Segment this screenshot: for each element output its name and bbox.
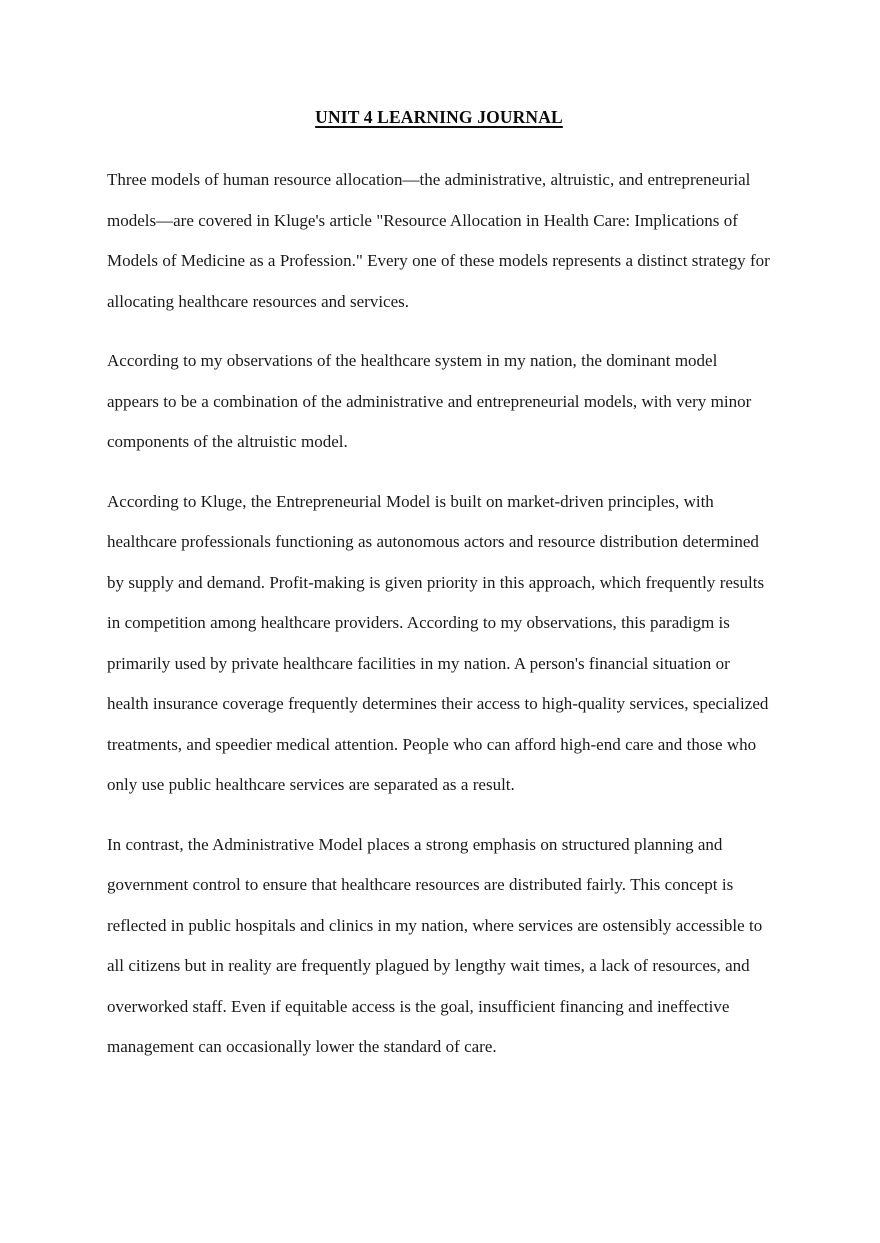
body-text-container bbox=[107, 160, 771, 1068]
page-title bbox=[107, 104, 771, 130]
paragraph: According to my observations of the healthcare system in my nation, the dominant model appears to be a combination of the administrative and entrepreneurial models, with very minor components of the altruistic model. bbox=[107, 351, 752, 451]
paragraph: Three models of human resource allocation—the administrative, altruistic, and entrepreneurial models—are covered in Kluge's article "Resource Allocation in Health Care: Implications of Models of Medicine as a Profession." Every one of these models represents a distinct strategy for allocating healthcare resources and services. bbox=[107, 170, 770, 311]
paragraph: According to Kluge, the Entrepreneurial Model is built on market-driven principles, with healthcare professionals functioning as autonomous actors and resource distribution determined by supply and demand. Profit-making is given priority in this approach, which frequently results in competition among healthcare providers. According to my observations, this paradigm is primarily used by private healthcare facilities in my nation. A person's financial situation or health insurance coverage frequently determines their access to high-quality services, specialized treatments, and speedier medical attention. People who can afford high-end care and those who only use public healthcare services are separated as a result. bbox=[107, 491, 769, 794]
paragraph: In contrast, the Administrative Model places a strong emphasis on structured planning and government control to ensure that healthcare resources are distributed fairly. This concept is reflected in public hospitals and clinics in my nation, where services are ostensibly accessible to all citizens but in reality are frequently plagued by lengthy wait times, a lack of resources, and overworked staff. Even if equitable access is the goal, insufficient financing and ineffective management can occasionally lower the standard of care. bbox=[107, 834, 763, 1056]
page-title-text: UNIT 4 LEARNING JOURNAL bbox=[315, 107, 563, 127]
